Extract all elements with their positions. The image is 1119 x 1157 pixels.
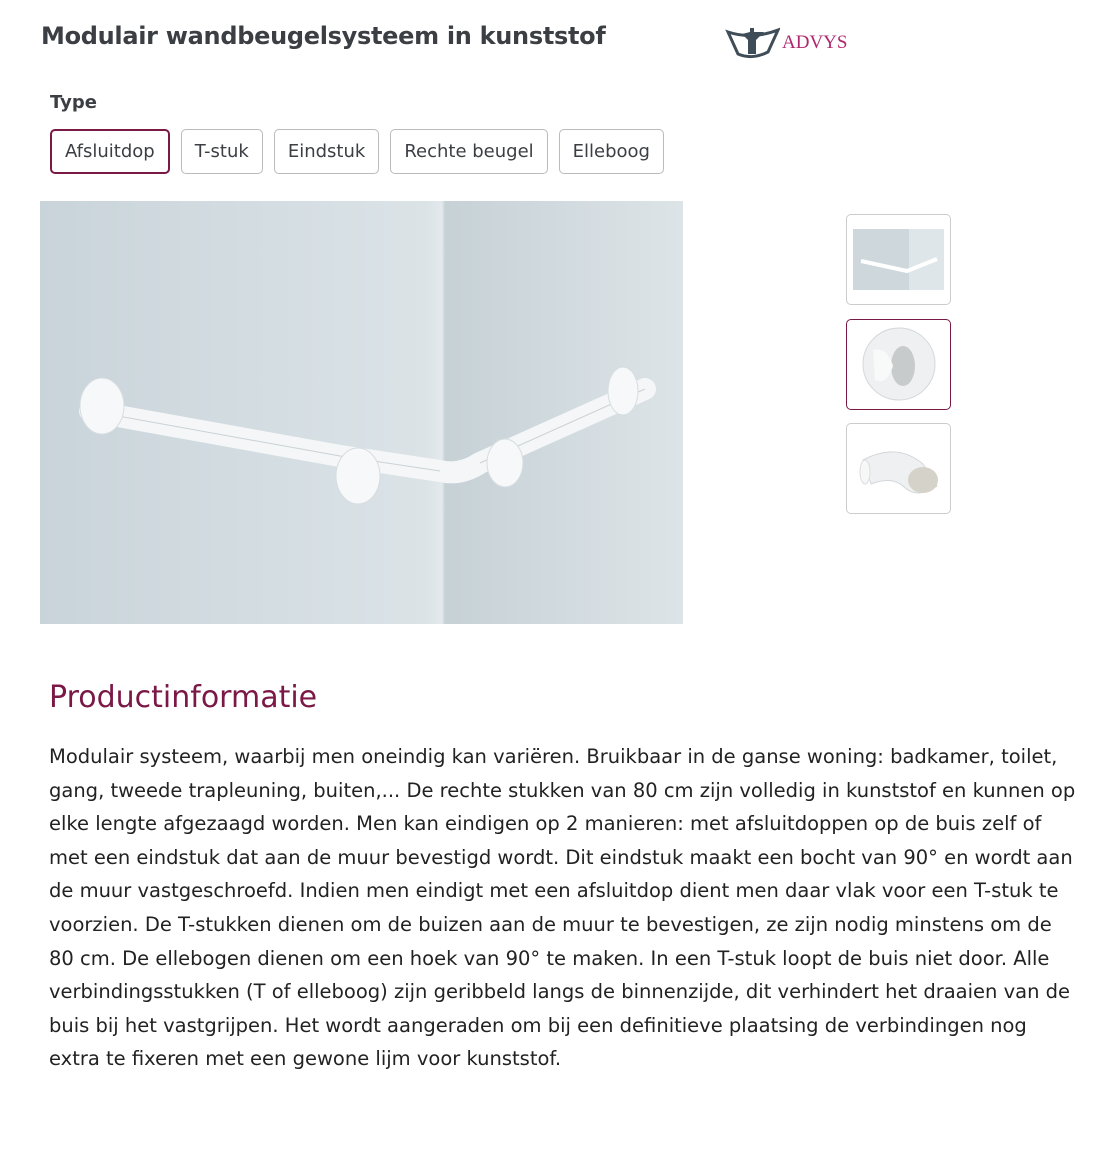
brand-logo[interactable] [724,26,847,60]
type-label: Type [50,92,97,113]
advys-logo-icon [724,26,780,60]
thumbnail-end-cap[interactable] [846,319,951,410]
thumbnail-corner-grab-bar[interactable] [846,214,951,305]
main-product-image [40,201,683,624]
logo-text: ADVYS [782,32,848,53]
type-option-elleboog[interactable]: Elleboog [559,129,664,174]
product-info-title: Productinformatie [49,680,318,715]
type-option-t-stuk[interactable]: T-stuk [181,129,263,174]
thumbnail-elbow[interactable] [846,423,951,514]
product-description: Modulair systeem, waarbij men oneindig kan variëren. Bruikbaar in de ganse woning: badkamer, toilet, gang, tweede trapleuning, buiten,... De rechte stukken van 80 cm zijn volledig in kunststof en kunnen op elke lengte afgezaagd worden. Men kan eindigen op 2 manieren: met afsluitdoppen op de buis zelf of met een eindstuk dat aan de muur bevestigd wordt. Dit eindstuk maakt een bocht van 90° en wordt aan de muur vastgeschroefd. Indien men eindigt met een afsluitdop dient men daar vlak voor een T-stuk te voorzien. De T-stukken dienen om de buizen aan de muur te bevestigen, ze zijn nodig minstens om de 80 cm. De ellebogen dienen om een hoek van 90° te maken. In een T-stuk loopt de buis niet door. Alle verbindingsstukken (T of elleboog) zijn geribbeld langs de binnenzijde, dit verhindert het draaien van de buis bij het vastgrijpen. Het wordt aangeraden om bij een definitieve plaatsing de verbindingen nog extra te fixeren met een gewone lijm voor kunststof. [49,745,1076,1071]
type-options [50,129,664,174]
type-option-afsluitdop[interactable]: Afsluitdop [50,129,170,174]
type-option-rechte-beugel[interactable]: Rechte beugel [390,129,547,174]
page-title: Modulair wandbeugelsysteem in kunststof [41,22,606,50]
type-option-eindstuk[interactable]: Eindstuk [274,129,379,174]
